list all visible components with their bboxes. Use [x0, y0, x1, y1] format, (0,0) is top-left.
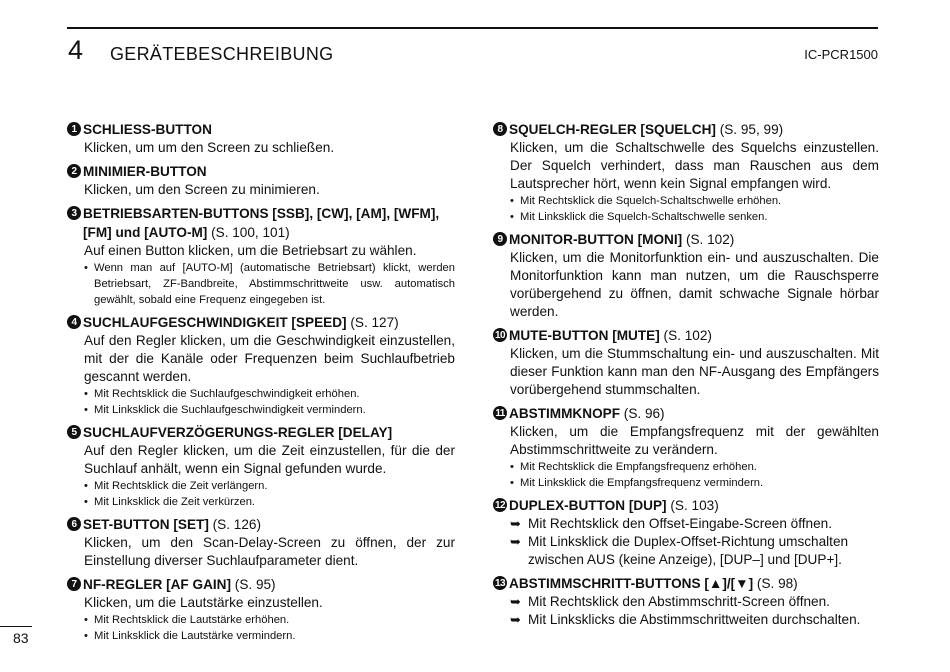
circled-number-badge: 10 [493, 328, 507, 342]
item-description: Auf einen Button klicken, um die Betriebsart zu wählen. [84, 243, 417, 258]
page-reference: (S. 126) [208, 517, 262, 532]
item-description: Klicken, um die Schaltschwelle des Squelchs einzustellen. Der Squelch verhindert, dass man Rauschen aus dem Lautsprecher hört, wenn kein Signal empfangen wird. [510, 140, 879, 191]
item-heading [67, 575, 455, 594]
circled-number-badge: 11 [493, 406, 507, 420]
bullet-list [493, 193, 879, 225]
item-title: ABSTIMMKNOPF [509, 406, 621, 421]
chapter-title: GERÄTEBESCHREIBUNG [110, 44, 334, 64]
circled-number-badge: 8 [493, 122, 507, 136]
item-heading [493, 404, 879, 423]
page-reference: (S. 95) [231, 577, 276, 592]
item-title: BETRIEBSARTEN-BUTTONS [SSB], [CW], [AM], [WFM], [FM] und [AUTO-M] [83, 206, 440, 240]
arrow-item [510, 515, 879, 533]
item-heading [67, 515, 455, 534]
arrow-item [510, 593, 879, 611]
item-description: Klicken, um die Stummschaltung ein- und auszuschalten. Mit dieser Funktion kann man den NF-Ausgang des Empfängers vorübergehend stummschalten. [510, 346, 879, 397]
page-reference: (S. 100, 101) [207, 225, 290, 240]
item-title: DUPLEX-BUTTON [DUP] [509, 498, 667, 513]
item-heading [493, 496, 879, 515]
item-description: Auf den Regler klicken, um die Zeit einzustellen, für die der Suchlauf anhält, wenn ein Signal gefunden wurde. [84, 443, 455, 476]
item-heading [493, 230, 879, 249]
arrow-item-text: Mit Rechtsklick den Abstimmschritt-Screen öffnen. [528, 594, 830, 609]
arrow-item-text: Mit Rechtsklick den Offset-Eingabe-Screen öffnen. [528, 516, 833, 531]
item-title: NF-REGLER [AF GAIN] [83, 577, 232, 592]
item-description: Klicken, um den Scan-Delay-Screen zu öffnen, der zur Einstellung diverser Suchlaufparameter dient. [84, 535, 455, 568]
item-3 [67, 204, 455, 308]
item-description: Klicken, um den Screen zu minimieren. [84, 182, 320, 197]
arrow-list [493, 515, 879, 569]
page-reference: (S. 95, 99) [715, 122, 784, 137]
item-description: Klicken, um die Monitorfunktion ein- und auszuschalten. Die Monitorfunktion kann man nutzen, um die Rauschsperre vorübergehend zu öffnen, damit schwache Signale hörbar werden. [510, 250, 879, 319]
page-reference: (S. 98) [753, 576, 798, 591]
item-11 [493, 404, 879, 491]
bullet-item: • Mit Rechtsklick die Squelch-Schaltschwelle erhöhen. [510, 193, 879, 209]
item-title: SUCHLAUFGESCHWINDIGKEIT [SPEED] [83, 315, 347, 330]
arrow-item [510, 533, 879, 569]
page-number-rule [0, 626, 32, 627]
item-heading [493, 326, 879, 345]
item-description: Auf den Regler klicken, um die Geschwindigkeit einzustellen, mit der die Kanäle oder Frequenzen beim Suchlaufbetrieb gescannt werden. [84, 333, 455, 384]
bullet-item: • Mit Linksklick die Empfangsfrequenz vermindern. [510, 475, 879, 491]
item-title: SUCHLAUFVERZÖGERUNGS-REGLER [DELAY] [83, 425, 393, 440]
page-reference: (S. 102) [682, 232, 735, 247]
bullet-item: • Mit Linksklick die Lautstärke vermindern. [84, 628, 455, 644]
item-heading [493, 120, 879, 139]
left-column [67, 120, 455, 649]
arrow-item [510, 611, 879, 629]
item-title: SQUELCH-REGLER [SQUELCH] [509, 122, 716, 137]
arrow-item-text: Mit Linksklick die Duplex-Offset-Richtung umschalten zwischen AUS (keine Anzeige), [DUP–] und [DUP+]. [528, 534, 849, 567]
bullet-list [67, 260, 455, 308]
item-title: SET-BUTTON [SET] [83, 517, 209, 532]
circled-number-badge: 5 [67, 425, 81, 439]
arrow-right-icon: ➥ [510, 612, 521, 627]
page-reference: (S. 96) [620, 406, 665, 421]
circled-number-badge: 6 [67, 517, 81, 531]
item-4 [67, 313, 455, 418]
circled-number-badge: 12 [493, 498, 507, 512]
item-heading [67, 120, 455, 139]
item-description: Klicken, um die Lautstärke einzustellen. [84, 595, 323, 610]
item-heading [67, 204, 455, 242]
model-name: IC-PCR1500 [804, 47, 878, 62]
page-reference: (S. 127) [346, 315, 399, 330]
right-column [493, 120, 879, 634]
arrow-right-icon: ➥ [510, 516, 521, 531]
item-heading [67, 423, 455, 442]
bullet-item: • Mit Linksklick die Suchlaufgeschwindigkeit vermindern. [84, 402, 455, 418]
item-6 [67, 515, 455, 570]
item-title: MONITOR-BUTTON [MONI] [509, 232, 683, 247]
circled-number-badge: 9 [493, 232, 507, 246]
circled-number-badge: 4 [67, 315, 81, 329]
bullet-item: • Mit Linksklick die Squelch-Schaltschwelle senken. [510, 209, 879, 225]
circled-number-badge: 13 [493, 576, 507, 590]
item-10 [493, 326, 879, 399]
item-13 [493, 574, 879, 629]
circled-number-badge: 1 [67, 122, 81, 136]
item-8 [493, 120, 879, 225]
item-12 [493, 496, 879, 569]
item-description: Klicken, um um den Screen zu schließen. [84, 140, 335, 155]
circled-number-badge: 2 [67, 164, 81, 178]
bullet-list [67, 478, 455, 510]
bullet-item: • Mit Rechtsklick die Lautstärke erhöhen. [84, 612, 455, 628]
chapter-number: 4 [68, 35, 84, 65]
bullet-list [493, 459, 879, 491]
bullet-item: • Mit Rechtsklick die Empfangsfrequenz erhöhen. [510, 459, 879, 475]
header-rule [67, 27, 878, 29]
circled-number-badge: 3 [67, 206, 81, 220]
item-9 [493, 230, 879, 321]
item-5 [67, 423, 455, 510]
page-reference: (S. 103) [666, 498, 719, 513]
bullet-item: • Wenn man auf [AUTO-M] (automatische Betriebsart) klickt, werden Betriebsart, ZF-Bandbreite, Abstimmschrittweite usw. automatisch gewählt, sobald eine Frequenz eingegeben ist. [84, 260, 455, 308]
item-title: ABSTIMMSCHRITT-BUTTONS [▲]/[▼] [509, 576, 754, 591]
arrow-right-icon: ➥ [510, 534, 521, 549]
bullet-item: • Mit Linksklick die Zeit verkürzen. [84, 494, 455, 510]
item-2 [67, 162, 455, 199]
circled-number-badge: 7 [67, 577, 81, 591]
item-heading [493, 574, 879, 593]
page-reference: (S. 102) [659, 328, 712, 343]
item-title: MUTE-BUTTON [MUTE] [509, 328, 660, 343]
arrow-item-text: Mit Linksklicks die Abstimmschrittweiten durchschalten. [528, 612, 861, 627]
bullet-item: • Mit Rechtsklick die Zeit verlängern. [84, 478, 455, 494]
item-title: MINIMIER-BUTTON [83, 164, 207, 179]
item-heading [67, 162, 455, 181]
bullet-list [67, 386, 455, 418]
arrow-right-icon: ➥ [510, 594, 521, 609]
page-number: 83 [13, 630, 29, 646]
arrow-list [493, 593, 879, 629]
item-title: SCHLIESS-BUTTON [83, 122, 212, 137]
item-1 [67, 120, 455, 157]
item-heading [67, 313, 455, 332]
item-description: Klicken, um die Empfangsfrequenz mit der gewählten Abstimmschrittweite zu verändern. [510, 424, 879, 457]
bullet-list [67, 612, 455, 644]
item-7 [67, 575, 455, 644]
bullet-item: • Mit Rechtsklick die Suchlaufgeschwindigkeit erhöhen. [84, 386, 455, 402]
